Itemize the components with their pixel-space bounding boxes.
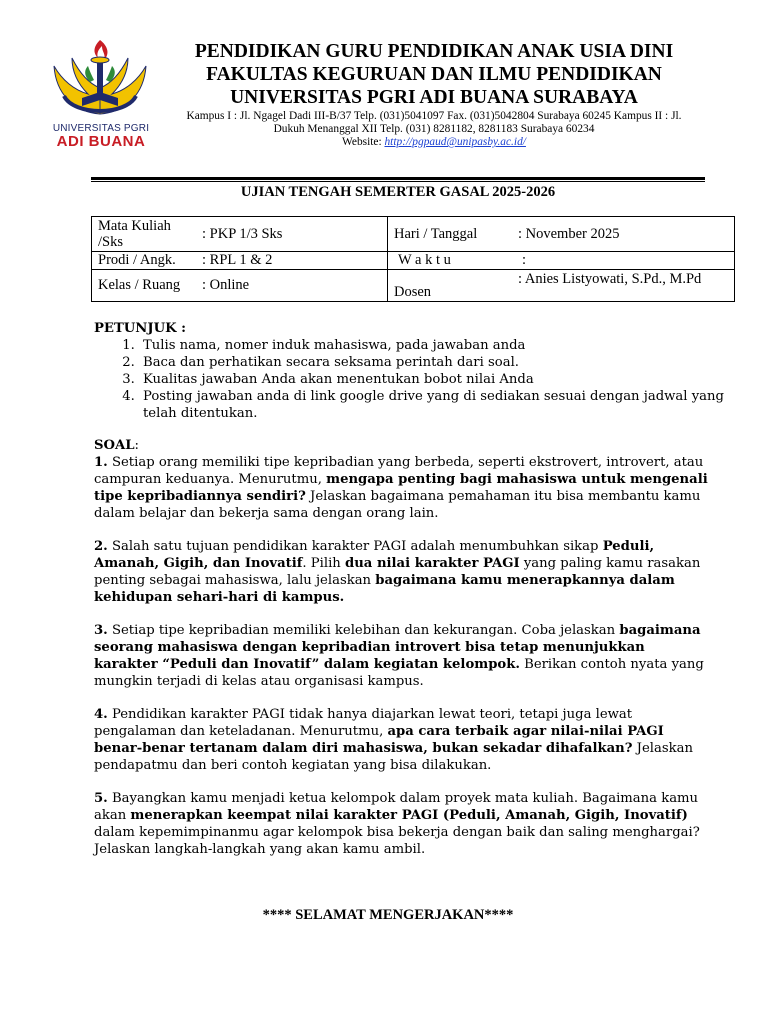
question-text: Pendidikan karakter PAGI tidak hanya diajarkan lewat teori, tetapi juga lewat pengalaman dan keteladanan. Menurutmu, [94,707,633,739]
address-line-2: Dukuh Menanggal XII Telp. (031) 8281182, 8281183 Surabaya 60234 [273,123,595,135]
instructions-list [94,337,724,422]
questions-title-text: SOAL [94,438,135,453]
course-label-line1: Mata Kuliah [98,218,171,234]
question-4 [94,706,710,774]
exam-info-table [91,216,735,302]
lecturer-value: : Anies Listyowati, S.Pd., M.Pd [518,271,702,287]
question-text: Bayangkan kamu menjadi ketua kelompok dalam proyek mata kuliah. Bagaimana kamu akan [94,791,699,823]
list-item: 2. Baca dan perhatikan secara seksama perintah dari soal. [139,354,724,371]
class-value: : Online [202,277,250,293]
question-text: Salah satu tujuan pendidikan karakter PAGI adalah menumbuhkan sikap [107,539,603,554]
program-label: Prodi / Angk. [98,252,176,268]
question-2 [94,538,710,606]
university-title: UNIVERSITAS PGRI ADI BUANA SURABAYA [230,87,638,108]
question-text: yang paling kamu rasakan penting sebagai mahasiswa, lalu jelaskan [94,556,701,588]
question-5 [94,790,710,858]
course-cell [92,217,388,252]
address-line-1: Kampus I : Jl. Ngagel Dadi III-B/37 Telp. (031)5041097 Fax. (031)5042804 Surabaya 60245 Kampus II : Jl. [186,110,682,122]
questions-section [94,437,710,874]
date-label: Hari / Tanggal [394,225,478,242]
question-number: 1. [94,455,108,470]
faculty-program-title: PENDIDIKAN GURU PENDIDIKAN ANAK USIA DINI [194,41,674,62]
question-text: Jelaskan bagaimana pemahaman itu bisa membantu kamu dalam belajar dan bekerja sama dengan orang lain. [94,489,701,521]
question-text: Berikan contoh nyata yang mungkin terjadi di kelas atau organisasi kampus. [94,657,704,689]
question-3 [94,622,710,690]
question-emphasis: dua nilai karakter PAGI [345,556,520,571]
class-label: Kelas / Ruang [98,277,181,293]
instructions-section [94,320,724,422]
date-cell [388,217,735,252]
course-label [98,218,202,250]
logo-text-adi-buana: ADI BUANA [56,133,146,150]
question-text: Jelaskan pendapatmu dan beri contoh kegiatan yang bisa dilakukan. [94,741,693,773]
question-number: 4. [94,707,108,722]
question-emphasis: bagaimana seorang mahasiswa dengan kepribadian introvert bisa tetap menunjukkan karakter “Peduli dan Inovatif” dalam kegiatan kelompok. [94,623,701,672]
class-cell [92,270,388,302]
table-row [92,217,735,252]
question-text: Setiap tipe kepribadian memiliki kelebihan dan kekurangan. Coba jelaskan [107,623,620,638]
time-cell [388,252,735,270]
faculty-title: FAKULTAS KEGURUAN DAN ILMU PENDIDIKAN [206,64,662,85]
website-label: Website: [342,136,385,148]
question-text: dalam kepemimpinanmu agar kelompok bisa bekerja dengan baik dan saling menghargai? Jelaskan langkah-langkah yang akan kamu ambil. [94,825,700,857]
letterhead [160,40,708,148]
question-number: 3. [94,623,108,638]
question-number: 2. [94,539,108,554]
lecturer-cell [388,270,735,302]
time-value: : [522,252,527,268]
questions-title [94,437,710,454]
course-label-line2: /Sks [98,234,123,250]
list-item: 1. Tulis nama, nomer induk mahasiswa, pada jawaban anda [139,337,724,354]
exam-title: UJIAN TENGAH SEMERTER GASAL 2025-2026 [240,184,556,200]
question-emphasis: mengapa penting bagi mahasiswa untuk mengenali tipe kepribadiannya sendiri? [94,472,708,504]
lecturer-label: Dosen [394,284,432,300]
date-value: : November 2025 [518,225,620,242]
header-divider-thick [91,177,705,180]
question-emphasis: Peduli, Amanah, Gigih, dan Inovatif [94,539,655,571]
time-label: W a k t u [398,252,451,268]
question-number: 5. [94,791,108,806]
questions-title-colon: : [134,438,139,453]
table-row [92,252,735,270]
list-item: 3. Kualitas jawaban Anda akan menentukan bobot nilai Anda [139,371,724,388]
question-1 [94,454,710,522]
closing-message: **** SELAMAT MENGERJAKAN**** [262,907,514,923]
header-divider-thin [91,181,705,182]
table-row [92,270,735,302]
website-link[interactable]: http://pgpaud@unipasby.ac.id/ [384,136,526,148]
question-text: . Pilih [302,556,345,571]
instructions-title: PETUNJUK : [94,321,186,336]
website-line [160,136,708,148]
question-text: Setiap orang memiliki tipe kepribadian yang berbeda, seperti ekstrovert, introvert, atau campuran keduanya. Menurutmu, [94,455,704,487]
program-cell [92,252,388,270]
question-emphasis: apa cara terbaik agar nilai-nilai PAGI benar-benar tertanam dalam diri mahasiswa, bukan sekadar dihafalkan? [94,724,664,756]
question-emphasis: menerapkan keempat nilai karakter PAGI (Peduli, Amanah, Gigih, Inovatif) [130,808,688,823]
course-value: : PKP 1/3 Sks [202,225,283,242]
program-value: : RPL 1 & 2 [202,252,273,268]
list-item: 4. Posting jawaban anda di link google drive yang di sediakan sesuai dengan jadwal yang telah ditentukan. [139,388,724,422]
logo-text-universitas: UNIVERSITAS PGRI [52,123,150,134]
question-emphasis: bagaimana kamu menerapkannya dalam kehidupan sehari-hari di kampus. [94,573,675,605]
